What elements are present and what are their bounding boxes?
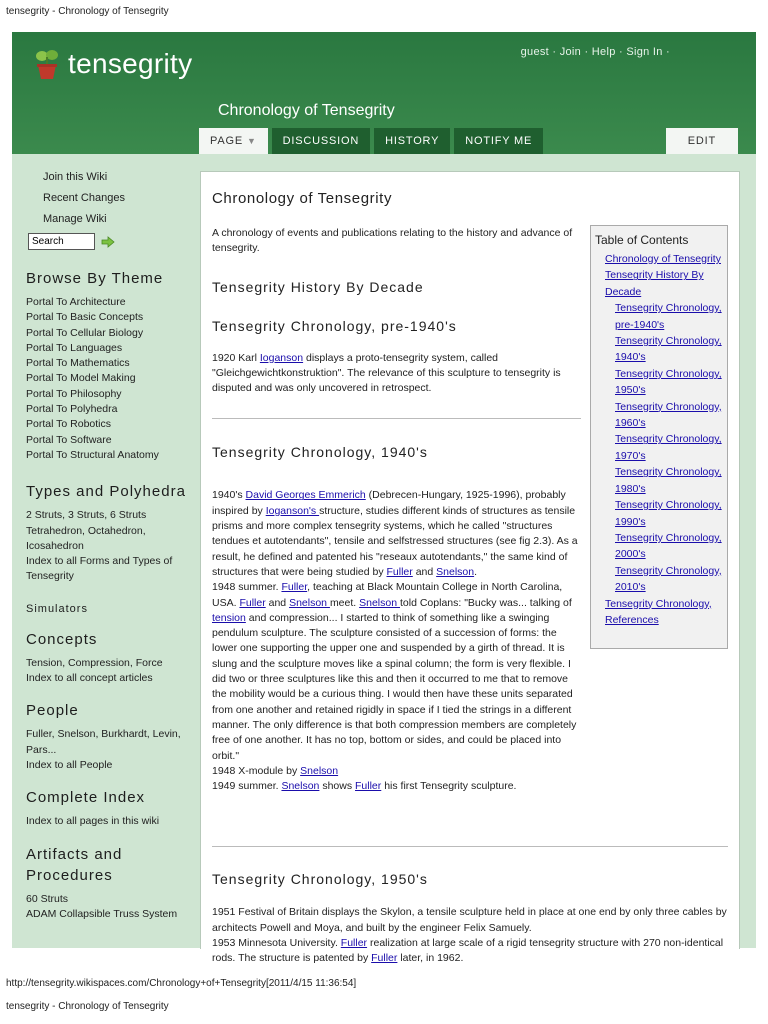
people-index-link[interactable]: Index to all People [26, 758, 113, 771]
artifacts-section [26, 844, 186, 923]
intro-text: A chronology of events and publications relating to the history and advance of tensegrity. [212, 227, 573, 255]
people-heading: People [26, 702, 79, 720]
heading-pre-1940: Tensegrity Chronology, pre-1940's [212, 317, 457, 334]
portal-link[interactable]: Portal To Cellular Biology [26, 326, 144, 339]
site-logo[interactable] [34, 48, 192, 80]
tab-page[interactable]: PAGE ▼ [199, 128, 268, 154]
fuller-link[interactable]: Fuller [355, 780, 382, 793]
emmerich-link[interactable]: David Georges Emmerich [245, 489, 366, 502]
chevron-down-icon: ▼ [246, 136, 257, 146]
simulators-link[interactable]: Simulators [26, 602, 88, 615]
heading-1940s: Tensegrity Chronology, 1940's [212, 444, 428, 461]
snelson-link[interactable]: Snelson [281, 780, 320, 793]
index-link[interactable]: Index to all pages in this wiki [26, 815, 160, 828]
toc-item[interactable]: Tensegrity History By Decade [605, 269, 704, 298]
paragraph-1940s-a: 1940's David Georges Emmerich (Debrecen-Hungary, 1925-1996), probably inspired by Ioganson's structure, studies different kinds of structures as tensile prisms and more complex tensegrity systems, which he called "structures tendues et autotendants", tensile and selfstressed structures (see fig 2.3). As a result, he defined and patented his "reseaux autotendants," the same kind of structures that were being studied by Fuller and Snelson. 1948 summer. Fuller, teaching at Black Mountain College in North Carolina, USA. Fuller and Snelson meet. Snelson told Coplans: "Bucky was... talking of tension and compression... I started to think of something like a swinging pendulum sculpture. The sculpture consisted of a succession of forms: the lower one supporting the upper one and suspended by a girth of thread. It is slung and the sculpture moves like a spinal column; the form is very flexible. I did two or three sculptures like this and then it occurred to me that to remove the mobility would be a curious thing. I would then have these units separated from one another and retained rigidly in space if I tied the strings in a different manner. The only difference is that both compression members are completely free of one another. It has no top, bottom or sides, and could be placed into orbit." [212, 489, 578, 762]
tension-link[interactable]: tension [212, 611, 246, 624]
concepts-heading: Concepts [26, 630, 98, 648]
toc-item[interactable]: Tensegrity Chronology, 1940's [615, 335, 722, 364]
fuller-link[interactable]: Fuller [340, 937, 368, 950]
user-nav: guest · Join · Help · Sign In · [520, 46, 670, 58]
browse-heading: Browse By Theme [26, 270, 164, 287]
people-item[interactable]: Fuller, Snelson, Burkhardt, Levin, Pars... [26, 728, 181, 756]
browse-by-theme [26, 268, 186, 463]
fuller-link[interactable]: Fuller [386, 565, 413, 578]
toc-item[interactable]: Tensegrity Chronology, 1970's [615, 433, 722, 462]
concepts-index-link[interactable]: Index to all concept articles [26, 672, 153, 685]
manage-wiki-link[interactable]: Manage Wiki [43, 213, 107, 225]
print-header: tensegrity - Chronology of Tensegrity [6, 6, 169, 17]
toc-item[interactable]: Chronology of Tensegrity [605, 253, 721, 265]
toc-item[interactable]: Tensegrity Chronology, References [605, 597, 712, 626]
toc-item[interactable]: Tensegrity Chronology, 1960's [615, 400, 722, 430]
toc-list [591, 251, 727, 628]
toc-item[interactable]: Tensegrity Chronology, 2000's [615, 531, 722, 561]
ioganson-link[interactable]: Ioganson [259, 351, 304, 364]
snelson-link[interactable]: Snelson [300, 764, 339, 777]
toc-item[interactable]: Tensegrity Chronology, 2010's [615, 564, 722, 594]
recent-changes-link[interactable]: Recent Changes [43, 192, 125, 204]
browse-list [26, 295, 186, 463]
toc-title: Table of Contents [595, 233, 689, 247]
snelson-link[interactable]: Snelson [289, 596, 330, 609]
index-heading: Complete Index [26, 789, 146, 807]
snelson-link[interactable]: Snelson [436, 565, 475, 578]
paragraph-1950s: 1951 Festival of Britain displays the Skylon, a tensile sculpture held in place at one end by only three cables by architects Powell and Moya, and built by the engineer Felix Samuely. 1953 Minnesota University. Fuller realization at large scale of a rigid tensegrity structure with 270 non-identical rods. The structure is patented by Fuller later, in 1962. [212, 906, 727, 965]
toc-item[interactable]: Tensegrity Chronology, 1990's [615, 499, 722, 528]
concepts-section [26, 629, 186, 687]
types-heading: Types and Polyhedra [26, 483, 186, 501]
site-header [12, 32, 756, 154]
guest-link[interactable]: guest [520, 46, 550, 58]
index-section [26, 787, 186, 829]
tab-discussion[interactable]: DISCUSSION [272, 128, 370, 154]
ioganson-link[interactable]: Ioganson's [265, 504, 320, 517]
join-link[interactable]: Join [559, 46, 582, 58]
artifacts-heading: Artifacts and Procedures [26, 845, 123, 884]
portal-link[interactable]: Portal To Structural Anatomy [26, 448, 159, 461]
portal-link[interactable]: Portal To Model Making [26, 372, 136, 385]
types-index-link[interactable]: Index to all Forms and Types of Tensegrity [26, 555, 173, 583]
sidebar [26, 171, 186, 936]
content-title: Chronology of Tensegrity [212, 190, 393, 207]
toc-item[interactable]: Tensegrity Chronology, pre-1940's [615, 302, 722, 331]
portal-link[interactable]: Portal To Mathematics [26, 357, 130, 370]
print-footer: tensegrity - Chronology of Tensegrity [6, 1001, 169, 1012]
edit-button[interactable]: EDIT [666, 128, 738, 154]
fuller-link[interactable]: Fuller [371, 952, 398, 965]
toc-item[interactable]: Tensegrity Chronology, 1950's [615, 367, 722, 397]
portal-link[interactable]: Portal To Polyhedra [26, 403, 118, 416]
section-divider [212, 846, 728, 847]
help-link[interactable]: Help [591, 46, 616, 58]
portal-link[interactable]: Portal To Languages [26, 341, 123, 354]
portal-link[interactable]: Portal To Robotics [26, 418, 112, 431]
section-divider [212, 418, 581, 419]
portal-link[interactable]: Portal To Philosophy [26, 387, 122, 400]
tab-notify-me[interactable]: NOTIFY ME [454, 128, 543, 154]
portal-link[interactable]: Portal To Software [26, 433, 112, 446]
portal-link[interactable]: Portal To Architecture [26, 296, 126, 308]
join-wiki-link[interactable]: Join this Wiki [43, 171, 108, 183]
toc-item[interactable]: Tensegrity Chronology, 1980's [615, 466, 722, 495]
paragraph-1940s-b: 1948 X-module by Snelson 1949 summer. Snelson shows Fuller his first Tensegrity sculpture. [212, 764, 517, 793]
search-input[interactable] [28, 233, 95, 250]
heading-history-by-decade: Tensegrity History By Decade [212, 278, 424, 295]
artifacts-item[interactable]: 60 Struts [26, 892, 69, 905]
arrow-right-icon[interactable] [101, 236, 115, 248]
sidebar-search [28, 233, 186, 250]
heading-1950s: Tensegrity Chronology, 1950's [212, 871, 428, 888]
print-url: http://tensegrity.wikispaces.com/Chronology+of+Tensegrity[2011/4/15 11:36:54] [6, 978, 357, 989]
page-title: Chronology of Tensegrity [218, 102, 395, 119]
types-section [26, 481, 186, 584]
people-section [26, 700, 186, 773]
paragraph-1920: 1920 Karl Ioganson displays a proto-tensegrity system, called "Gleichgewichtkonstruktion". The relevance of this sculpture to tensegrity is disputed and was only uncovered in retrospect. [212, 351, 561, 395]
tab-history[interactable]: HISTORY [374, 128, 450, 154]
artifacts-item[interactable]: ADAM Collapsible Truss System [26, 907, 178, 920]
main-content [200, 171, 740, 965]
fuller-link[interactable]: Fuller [239, 596, 266, 609]
sign-in-link[interactable]: Sign In [626, 46, 663, 58]
fuller-link[interactable]: Fuller [281, 581, 308, 594]
table-of-contents [590, 225, 728, 649]
concepts-item[interactable]: Tension, Compression, Force [26, 656, 163, 669]
portal-link[interactable]: Portal To Basic Concepts [26, 311, 144, 324]
wiki-links [26, 171, 186, 225]
potted-plant-icon [34, 48, 60, 80]
site-name: tensegrity [68, 48, 193, 79]
snelson-link[interactable]: Snelson [359, 596, 400, 609]
page-tabs [199, 128, 547, 154]
types-item[interactable]: 2 Struts, 3 Struts, 6 Struts Tetrahedron, Octahedron, Icosahedron [26, 509, 147, 552]
